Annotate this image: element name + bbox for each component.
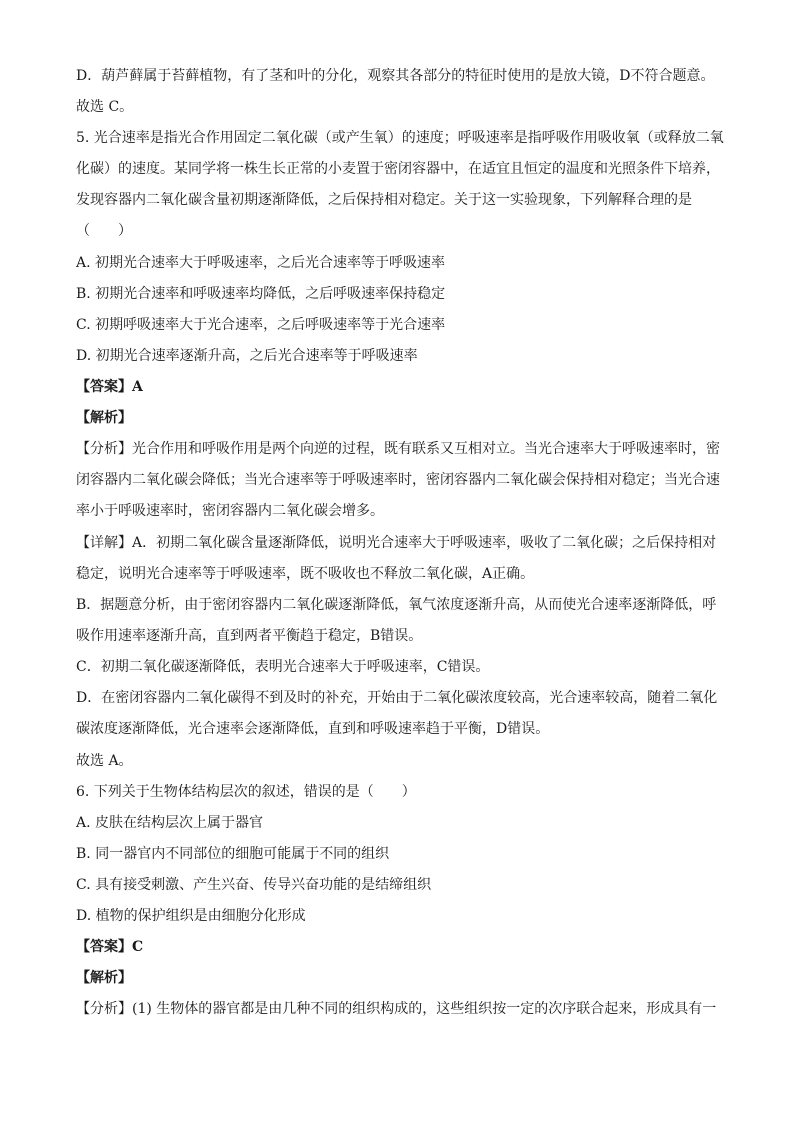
- option-c: C. 具有接受刺激、产生兴奋、传导兴奋功能的是结缔组织: [76, 877, 432, 893]
- analysis-text: 【分析】光合作用和呼吸作用是两个向逆的过程，既有联系又互相对立。当光合速率大于呼吸速率时，密: [76, 441, 720, 457]
- text-line: 故选 C。: [76, 99, 134, 115]
- detail-text: 稳定，说明光合速率等于呼吸速率，既不吸收也不释放二氧化碳，A正确。: [76, 566, 535, 582]
- answer-label: 【答案】A: [76, 379, 143, 395]
- option-a: A. 皮肤在结构层次上属于器官: [76, 815, 264, 831]
- analysis-text: 率小于呼吸速率时，密闭容器内二氧化碳会增多。: [76, 503, 384, 519]
- answer-blank: （ ）: [76, 223, 132, 239]
- option-d: D. 初期光合速率逐渐升高，之后光合速率等于呼吸速率: [76, 348, 418, 364]
- analysis-text: 闭容器内二氧化碳会降低；当光合速率等于呼吸速率时，密闭容器内二氧化碳会保持相对稳定；当光合速: [76, 472, 720, 488]
- option-d: D. 植物的保护组织是由细胞分化形成: [76, 908, 306, 924]
- option-a: A. 初期光合速率大于呼吸速率，之后光合速率等于呼吸速率: [76, 255, 446, 271]
- detail-text: D．在密闭容器内二氧化碳得不到及时的补充，开始由于二氧化碳浓度较高，光合速率较高，随着二氧化: [76, 690, 718, 706]
- analysis-label: 【解析】: [76, 410, 132, 426]
- detail-text: 【详解】A．初期二氧化碳含量逐渐降低，说明光合速率大于呼吸速率，吸收了二氧化碳；之后保持相对: [76, 535, 717, 551]
- option-c: C. 初期呼吸速率大于光合速率，之后呼吸速率等于光合速率: [76, 317, 446, 333]
- detail-text: C．初期二氧化碳逐渐降低，表明光合速率大于呼吸速率，C错误。: [76, 659, 490, 675]
- text-line: D．葫芦藓属于苔藓植物，有了茎和叶的分化，观察其各部分的特征时使用的是放大镜，D不符合题意。: [76, 68, 715, 84]
- option-b: B. 初期光合速率和呼吸速率均降低，之后呼吸速率保持稳定: [76, 286, 446, 302]
- detail-text: 吸作用速率逐渐升高，直到两者平衡趋于稳定，B错误。: [76, 628, 423, 644]
- question-5-stem: 化碳）的速度。某同学将一株生长正常的小麦置于密闭容器中，在适宜且恒定的温度和光照条件下培养，: [76, 161, 720, 177]
- question-5-stem: 5. 光合速率是指光合作用固定二氧化碳（或产生氧）的速度；呼吸速率是指呼吸作用吸收氧（或释放二氧: [76, 130, 724, 146]
- detail-text: B．据题意分析，由于密闭容器内二氧化碳逐渐降低，氧气浓度逐渐升高，从而使光合速率逐渐降低，呼: [76, 597, 717, 613]
- text-line: 故选 A。: [76, 753, 133, 769]
- analysis-label: 【解析】: [76, 970, 132, 986]
- analysis-text: 【分析】(1) 生物体的器官都是由几种不同的组织构成的，这些组织按一定的次序联合起来，形成具有一: [76, 1001, 717, 1017]
- option-b: B. 同一器官内不同部位的细胞可能属于不同的组织: [76, 846, 390, 862]
- question-6-stem: 6. 下列关于生物体结构层次的叙述，错误的是（ ）: [76, 784, 416, 800]
- question-5-stem: 发现容器内二氧化碳含量初期逐渐降低，之后保持相对稳定。关于这一实验现象，下列解释合理的是: [76, 192, 692, 208]
- detail-text: 碳浓度逐渐降低，光合速率会逐渐降低，直到和呼吸速率趋于平衡，D错误。: [76, 721, 550, 737]
- answer-label: 【答案】C: [76, 939, 144, 955]
